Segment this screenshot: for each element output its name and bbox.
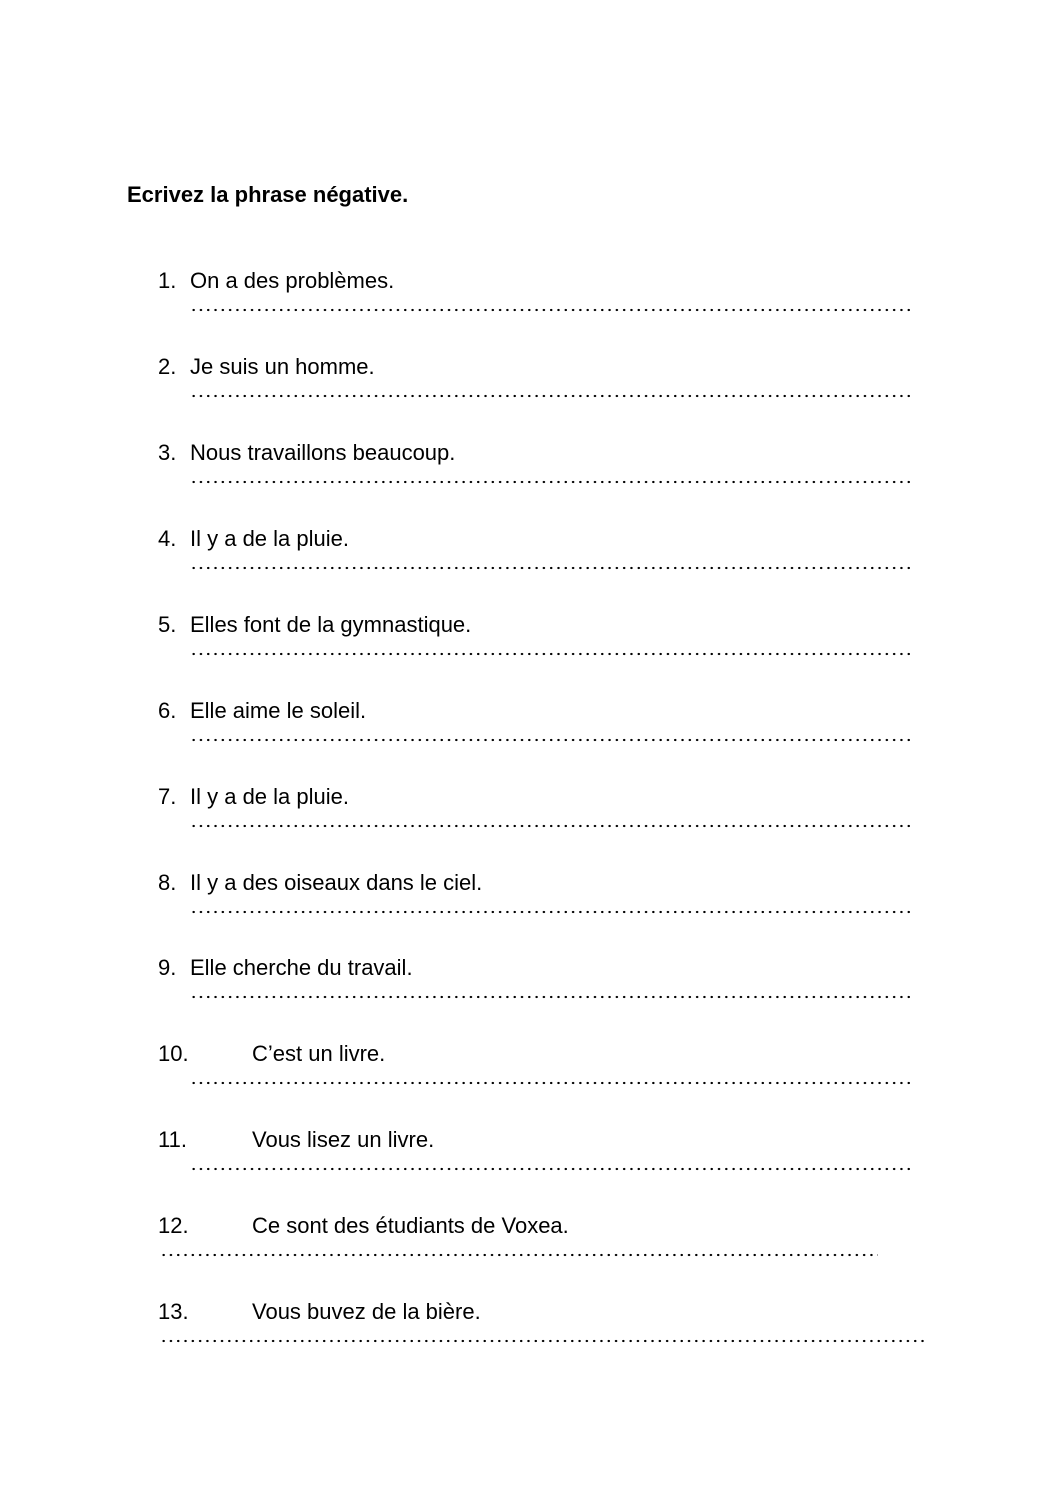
exercise-item-11 — [0, 1127, 1058, 1213]
item-sentence: Il y a des oiseaux dans le ciel. — [190, 870, 483, 895]
item-sentence: Vous lisez un livre. — [252, 1127, 435, 1152]
exercise-item-5 — [0, 612, 1058, 698]
exercise-item-9 — [0, 955, 1058, 1041]
item-sentence: Elles font de la gymnastique. — [190, 612, 472, 637]
answer-dotted-line[interactable] — [190, 392, 910, 400]
answer-dotted-line[interactable] — [190, 650, 910, 658]
item-number: 11. — [158, 1127, 187, 1152]
exercise-item-1 — [0, 268, 1058, 354]
exercise-item-10 — [0, 1041, 1058, 1127]
worksheet-title: Ecrivez la phrase négative. — [127, 182, 409, 207]
answer-dotted-line[interactable] — [160, 1337, 928, 1345]
answer-dotted-line[interactable] — [190, 1165, 910, 1173]
item-sentence: Ce sont des étudiants de Voxea. — [252, 1213, 569, 1238]
exercise-item-8 — [0, 870, 1058, 956]
exercise-item-7 — [0, 784, 1058, 870]
item-number: 7. — [158, 784, 177, 809]
item-number: 2. — [158, 354, 177, 379]
item-number: 3. — [158, 440, 177, 465]
answer-dotted-line[interactable] — [190, 564, 910, 572]
item-sentence: C’est un livre. — [252, 1041, 386, 1066]
answer-dotted-line[interactable] — [160, 1251, 878, 1259]
item-sentence: Il y a de la pluie. — [190, 526, 349, 551]
exercise-item-2 — [0, 354, 1058, 440]
answer-dotted-line[interactable] — [190, 478, 910, 486]
item-number: 8. — [158, 870, 177, 895]
item-sentence: Nous travaillons beaucoup. — [190, 440, 456, 465]
answer-dotted-line[interactable] — [190, 1079, 910, 1087]
exercise-item-3 — [0, 440, 1058, 526]
item-number: 10. — [158, 1041, 189, 1066]
item-number: 13. — [158, 1299, 189, 1324]
item-sentence: Vous buvez de la bière. — [252, 1299, 481, 1324]
answer-dotted-line[interactable] — [190, 822, 910, 830]
answer-dotted-line[interactable] — [190, 306, 910, 314]
answer-dotted-line[interactable] — [190, 736, 910, 744]
item-sentence: Elle aime le soleil. — [190, 698, 367, 723]
exercise-item-6 — [0, 698, 1058, 784]
exercise-item-12 — [0, 1213, 1058, 1299]
exercise-item-13 — [0, 1299, 1058, 1385]
answer-dotted-line[interactable] — [190, 993, 910, 1001]
item-sentence: On a des problèmes. — [190, 268, 395, 293]
answer-dotted-line[interactable] — [190, 908, 910, 916]
item-number: 6. — [158, 698, 177, 723]
item-number: 9. — [158, 955, 177, 980]
item-number: 4. — [158, 526, 177, 551]
item-number: 5. — [158, 612, 177, 637]
item-number: 1. — [158, 268, 177, 293]
item-sentence: Il y a de la pluie. — [190, 784, 349, 809]
item-sentence: Je suis un homme. — [190, 354, 375, 379]
exercise-item-4 — [0, 526, 1058, 612]
item-number: 12. — [158, 1213, 189, 1238]
item-sentence: Elle cherche du travail. — [190, 955, 413, 980]
